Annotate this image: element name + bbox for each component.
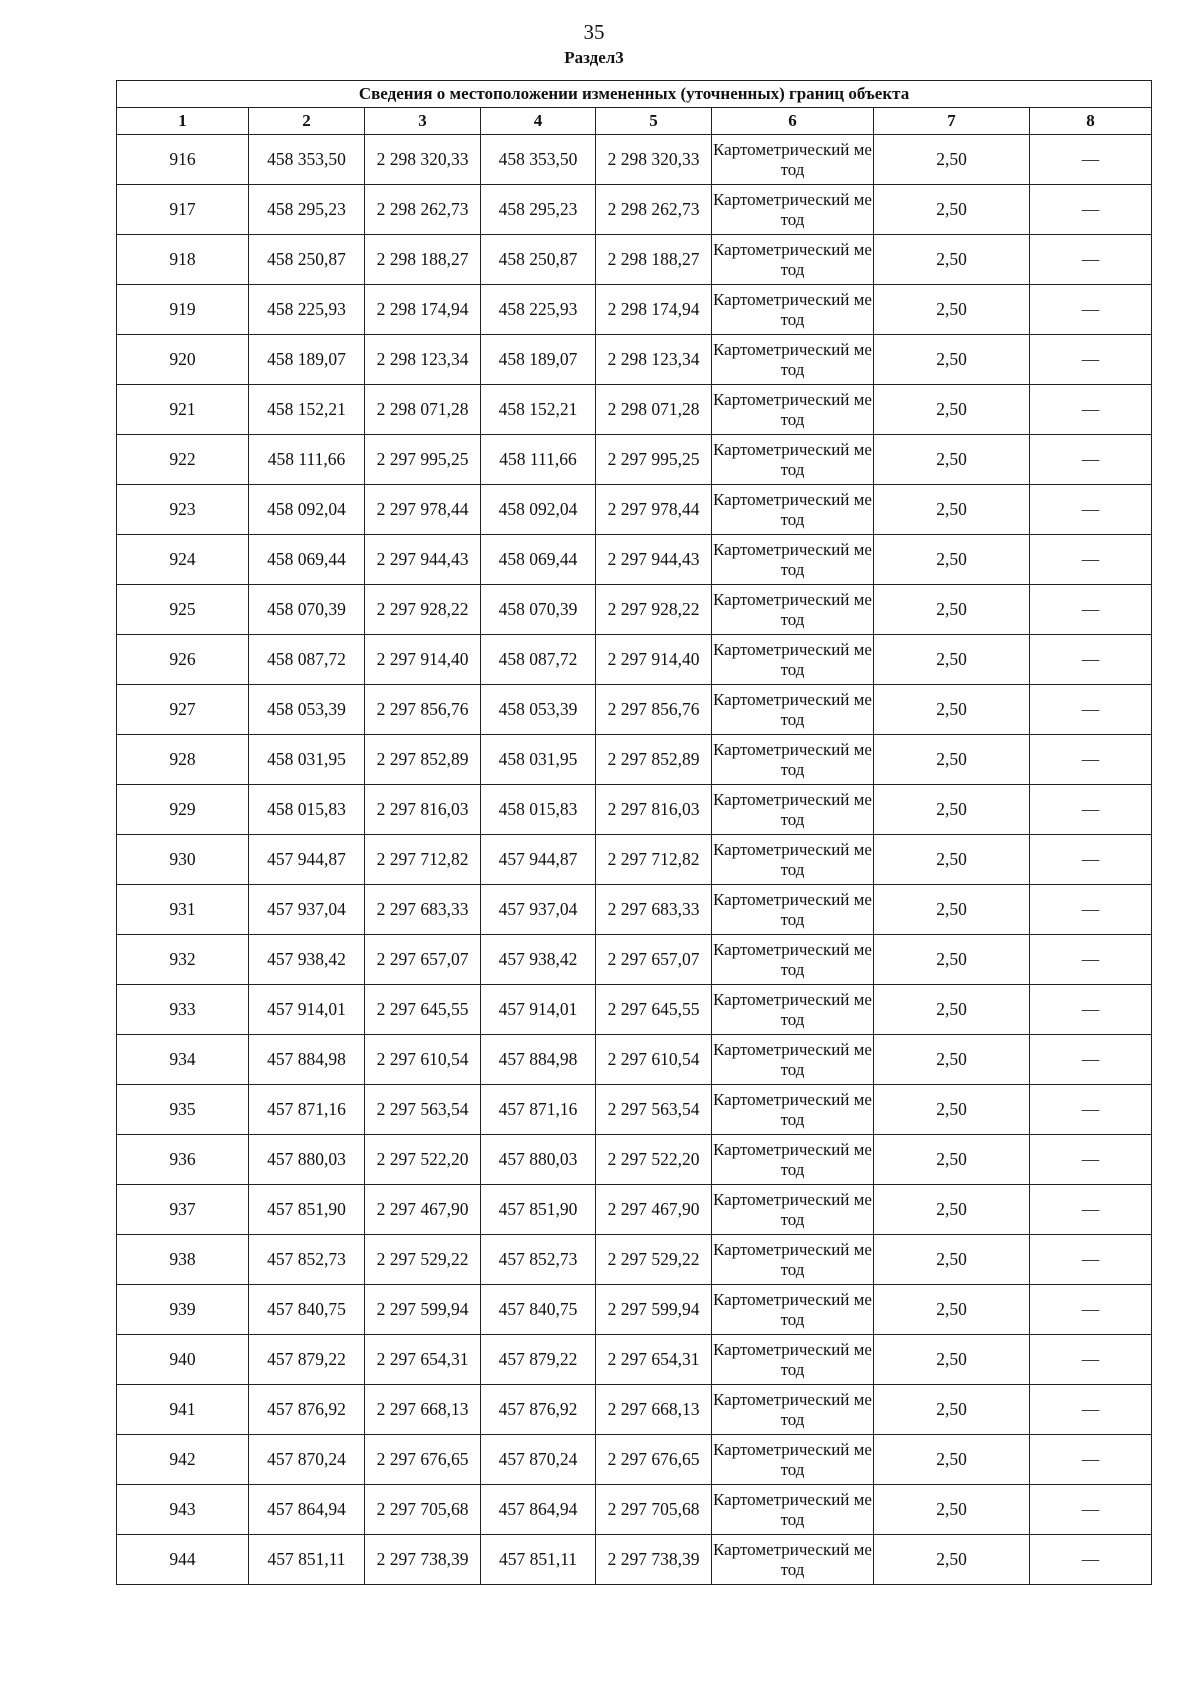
cell-point-number: 929 <box>117 785 249 835</box>
cell-x-coordinate-old: 457 914,01 <box>249 985 365 1035</box>
column-number-1: 1 <box>117 108 249 135</box>
cell-x-coordinate-new: 458 111,66 <box>481 435 596 485</box>
cell-y-coordinate-old: 2 298 174,94 <box>365 285 481 335</box>
cell-point-number: 938 <box>117 1235 249 1285</box>
cell-description: — <box>1030 1485 1152 1535</box>
cell-y-coordinate-old: 2 297 522,20 <box>365 1135 481 1185</box>
cell-accuracy: 2,50 <box>874 485 1030 535</box>
cell-point-number: 920 <box>117 335 249 385</box>
cell-x-coordinate-old: 457 876,92 <box>249 1385 365 1435</box>
cell-method: Картометрический метод <box>712 685 874 735</box>
cell-x-coordinate-new: 457 876,92 <box>481 1385 596 1435</box>
cell-accuracy: 2,50 <box>874 785 1030 835</box>
table-body <box>117 135 1152 1585</box>
cell-method: Картометрический метод <box>712 1485 874 1535</box>
cell-x-coordinate-new: 457 851,11 <box>481 1535 596 1585</box>
cell-x-coordinate-old: 457 864,94 <box>249 1485 365 1535</box>
table-row <box>117 1035 1152 1085</box>
cell-method: Картометрический метод <box>712 885 874 935</box>
cell-y-coordinate-old: 2 298 320,33 <box>365 135 481 185</box>
cell-description: — <box>1030 635 1152 685</box>
cell-y-coordinate-old: 2 297 645,55 <box>365 985 481 1035</box>
column-number-7: 7 <box>874 108 1030 135</box>
cell-point-number: 930 <box>117 835 249 885</box>
cell-method: Картометрический метод <box>712 735 874 785</box>
cell-x-coordinate-new: 458 152,21 <box>481 385 596 435</box>
cell-description: — <box>1030 485 1152 535</box>
cell-y-coordinate-new: 2 297 928,22 <box>596 585 712 635</box>
cell-accuracy: 2,50 <box>874 735 1030 785</box>
boundary-coordinates-table <box>116 80 1152 1585</box>
cell-point-number: 942 <box>117 1435 249 1485</box>
cell-description: — <box>1030 285 1152 335</box>
table-row <box>117 585 1152 635</box>
cell-accuracy: 2,50 <box>874 1385 1030 1435</box>
cell-point-number: 927 <box>117 685 249 735</box>
cell-y-coordinate-new: 2 297 914,40 <box>596 635 712 685</box>
cell-method: Картометрический метод <box>712 1085 874 1135</box>
cell-y-coordinate-old: 2 297 995,25 <box>365 435 481 485</box>
cell-x-coordinate-new: 457 937,04 <box>481 885 596 935</box>
cell-description: — <box>1030 1085 1152 1135</box>
cell-x-coordinate-new: 458 250,87 <box>481 235 596 285</box>
cell-description: — <box>1030 935 1152 985</box>
cell-y-coordinate-new: 2 297 668,13 <box>596 1385 712 1435</box>
cell-method: Картометрический метод <box>712 935 874 985</box>
cell-accuracy: 2,50 <box>874 635 1030 685</box>
cell-description: — <box>1030 1385 1152 1435</box>
cell-x-coordinate-old: 457 851,90 <box>249 1185 365 1235</box>
cell-y-coordinate-old: 2 298 123,34 <box>365 335 481 385</box>
cell-y-coordinate-new: 2 298 071,28 <box>596 385 712 435</box>
cell-method: Картометрический метод <box>712 1435 874 1485</box>
cell-y-coordinate-new: 2 297 645,55 <box>596 985 712 1035</box>
table-row <box>117 685 1152 735</box>
cell-description: — <box>1030 185 1152 235</box>
cell-y-coordinate-old: 2 297 599,94 <box>365 1285 481 1335</box>
cell-point-number: 936 <box>117 1135 249 1185</box>
page-number: 35 <box>583 20 605 44</box>
cell-accuracy: 2,50 <box>874 1435 1030 1485</box>
cell-accuracy: 2,50 <box>874 935 1030 985</box>
cell-y-coordinate-new: 2 297 563,54 <box>596 1085 712 1135</box>
cell-description: — <box>1030 1035 1152 1085</box>
cell-x-coordinate-old: 457 870,24 <box>249 1435 365 1485</box>
table-row <box>117 1235 1152 1285</box>
cell-x-coordinate-new: 457 914,01 <box>481 985 596 1035</box>
cell-description: — <box>1030 685 1152 735</box>
column-number-row <box>117 108 1152 135</box>
table-caption: Сведения о местоположении измененных (уточненных) границ объекта <box>117 81 1152 108</box>
table-row <box>117 785 1152 835</box>
cell-accuracy: 2,50 <box>874 335 1030 385</box>
cell-description: — <box>1030 885 1152 935</box>
table-row <box>117 1535 1152 1585</box>
cell-x-coordinate-new: 458 353,50 <box>481 135 596 185</box>
cell-x-coordinate-old: 458 053,39 <box>249 685 365 735</box>
cell-y-coordinate-old: 2 297 668,13 <box>365 1385 481 1435</box>
section-title: Раздел3 <box>564 48 624 67</box>
cell-point-number: 925 <box>117 585 249 635</box>
cell-y-coordinate-old: 2 297 816,03 <box>365 785 481 835</box>
cell-y-coordinate-new: 2 297 467,90 <box>596 1185 712 1235</box>
cell-point-number: 940 <box>117 1335 249 1385</box>
cell-x-coordinate-new: 458 053,39 <box>481 685 596 735</box>
cell-x-coordinate-new: 458 070,39 <box>481 585 596 635</box>
cell-x-coordinate-old: 457 884,98 <box>249 1035 365 1085</box>
cell-x-coordinate-old: 458 250,87 <box>249 235 365 285</box>
cell-point-number: 944 <box>117 1535 249 1585</box>
cell-y-coordinate-old: 2 297 914,40 <box>365 635 481 685</box>
table-row <box>117 1485 1152 1535</box>
table-row <box>117 985 1152 1035</box>
cell-description: — <box>1030 335 1152 385</box>
cell-y-coordinate-old: 2 297 676,65 <box>365 1435 481 1485</box>
cell-method: Картометрический метод <box>712 335 874 385</box>
cell-method: Картометрический метод <box>712 635 874 685</box>
table-row <box>117 385 1152 435</box>
cell-y-coordinate-new: 2 297 676,65 <box>596 1435 712 1485</box>
cell-method: Картометрический метод <box>712 835 874 885</box>
table-row <box>117 1135 1152 1185</box>
cell-point-number: 935 <box>117 1085 249 1135</box>
cell-point-number: 928 <box>117 735 249 785</box>
column-number-5: 5 <box>596 108 712 135</box>
table-row <box>117 1285 1152 1335</box>
table-row <box>117 135 1152 185</box>
cell-y-coordinate-old: 2 297 944,43 <box>365 535 481 585</box>
cell-y-coordinate-new: 2 297 657,07 <box>596 935 712 985</box>
table-row <box>117 235 1152 285</box>
cell-description: — <box>1030 435 1152 485</box>
cell-accuracy: 2,50 <box>874 285 1030 335</box>
cell-x-coordinate-old: 457 871,16 <box>249 1085 365 1135</box>
cell-x-coordinate-old: 457 840,75 <box>249 1285 365 1335</box>
column-number-2: 2 <box>249 108 365 135</box>
cell-description: — <box>1030 1235 1152 1285</box>
cell-accuracy: 2,50 <box>874 1485 1030 1535</box>
cell-y-coordinate-new: 2 297 738,39 <box>596 1535 712 1585</box>
cell-x-coordinate-old: 458 069,44 <box>249 535 365 585</box>
cell-point-number: 921 <box>117 385 249 435</box>
cell-x-coordinate-new: 457 879,22 <box>481 1335 596 1385</box>
cell-x-coordinate-old: 458 225,93 <box>249 285 365 335</box>
cell-description: — <box>1030 985 1152 1035</box>
cell-method: Картометрический метод <box>712 1385 874 1435</box>
cell-point-number: 932 <box>117 935 249 985</box>
cell-y-coordinate-old: 2 297 683,33 <box>365 885 481 935</box>
cell-x-coordinate-new: 457 840,75 <box>481 1285 596 1335</box>
cell-accuracy: 2,50 <box>874 385 1030 435</box>
cell-accuracy: 2,50 <box>874 235 1030 285</box>
cell-x-coordinate-old: 457 938,42 <box>249 935 365 985</box>
cell-y-coordinate-old: 2 297 712,82 <box>365 835 481 885</box>
table-row <box>117 885 1152 935</box>
cell-y-coordinate-new: 2 297 995,25 <box>596 435 712 485</box>
cell-x-coordinate-new: 458 225,93 <box>481 285 596 335</box>
cell-x-coordinate-new: 458 295,23 <box>481 185 596 235</box>
table-row <box>117 1435 1152 1485</box>
cell-x-coordinate-new: 457 884,98 <box>481 1035 596 1085</box>
table-row <box>117 1335 1152 1385</box>
cell-method: Картометрический метод <box>712 485 874 535</box>
cell-y-coordinate-new: 2 297 610,54 <box>596 1035 712 1085</box>
cell-accuracy: 2,50 <box>874 1285 1030 1335</box>
cell-description: — <box>1030 135 1152 185</box>
cell-y-coordinate-new: 2 298 188,27 <box>596 235 712 285</box>
cell-x-coordinate-old: 457 852,73 <box>249 1235 365 1285</box>
table-row <box>117 335 1152 385</box>
cell-point-number: 931 <box>117 885 249 935</box>
table-row <box>117 935 1152 985</box>
cell-method: Картометрический метод <box>712 535 874 585</box>
cell-accuracy: 2,50 <box>874 1035 1030 1085</box>
cell-y-coordinate-new: 2 297 852,89 <box>596 735 712 785</box>
cell-x-coordinate-old: 458 353,50 <box>249 135 365 185</box>
cell-y-coordinate-new: 2 297 712,82 <box>596 835 712 885</box>
table-row <box>117 735 1152 785</box>
column-number-3: 3 <box>365 108 481 135</box>
cell-x-coordinate-new: 458 087,72 <box>481 635 596 685</box>
cell-description: — <box>1030 385 1152 435</box>
cell-x-coordinate-old: 457 944,87 <box>249 835 365 885</box>
cell-y-coordinate-new: 2 298 174,94 <box>596 285 712 335</box>
cell-x-coordinate-new: 458 189,07 <box>481 335 596 385</box>
cell-point-number: 926 <box>117 635 249 685</box>
cell-method: Картометрический метод <box>712 385 874 435</box>
cell-accuracy: 2,50 <box>874 885 1030 935</box>
cell-y-coordinate-old: 2 297 856,76 <box>365 685 481 735</box>
cell-point-number: 934 <box>117 1035 249 1085</box>
cell-y-coordinate-old: 2 297 657,07 <box>365 935 481 985</box>
cell-description: — <box>1030 785 1152 835</box>
cell-y-coordinate-old: 2 297 529,22 <box>365 1235 481 1285</box>
cell-x-coordinate-new: 457 851,90 <box>481 1185 596 1235</box>
cell-method: Картометрический метод <box>712 785 874 835</box>
cell-x-coordinate-new: 457 871,16 <box>481 1085 596 1135</box>
cell-method: Картометрический метод <box>712 1335 874 1385</box>
cell-y-coordinate-new: 2 297 856,76 <box>596 685 712 735</box>
cell-accuracy: 2,50 <box>874 1085 1030 1135</box>
cell-x-coordinate-new: 458 092,04 <box>481 485 596 535</box>
cell-x-coordinate-old: 458 015,83 <box>249 785 365 835</box>
cell-x-coordinate-new: 457 864,94 <box>481 1485 596 1535</box>
cell-method: Картометрический метод <box>712 1185 874 1235</box>
cell-y-coordinate-new: 2 297 522,20 <box>596 1135 712 1185</box>
cell-point-number: 917 <box>117 185 249 235</box>
cell-y-coordinate-new: 2 297 529,22 <box>596 1235 712 1285</box>
cell-accuracy: 2,50 <box>874 535 1030 585</box>
cell-method: Картометрический метод <box>712 185 874 235</box>
cell-x-coordinate-old: 458 092,04 <box>249 485 365 535</box>
cell-x-coordinate-new: 457 938,42 <box>481 935 596 985</box>
cell-x-coordinate-new: 458 015,83 <box>481 785 596 835</box>
cell-accuracy: 2,50 <box>874 1235 1030 1285</box>
table-row <box>117 435 1152 485</box>
cell-point-number: 933 <box>117 985 249 1035</box>
cell-point-number: 922 <box>117 435 249 485</box>
table-row <box>117 635 1152 685</box>
table-row <box>117 1085 1152 1135</box>
cell-x-coordinate-new: 457 852,73 <box>481 1235 596 1285</box>
cell-point-number: 918 <box>117 235 249 285</box>
cell-y-coordinate-old: 2 297 563,54 <box>365 1085 481 1135</box>
cell-y-coordinate-new: 2 297 705,68 <box>596 1485 712 1535</box>
cell-description: — <box>1030 1135 1152 1185</box>
table-row <box>117 185 1152 235</box>
cell-y-coordinate-old: 2 298 188,27 <box>365 235 481 285</box>
cell-method: Картометрический метод <box>712 135 874 185</box>
column-number-6: 6 <box>712 108 874 135</box>
cell-y-coordinate-new: 2 298 123,34 <box>596 335 712 385</box>
cell-description: — <box>1030 1185 1152 1235</box>
cell-y-coordinate-new: 2 297 654,31 <box>596 1335 712 1385</box>
cell-description: — <box>1030 1435 1152 1485</box>
cell-y-coordinate-new: 2 297 978,44 <box>596 485 712 535</box>
table-row <box>117 835 1152 885</box>
cell-description: — <box>1030 1535 1152 1585</box>
cell-point-number: 916 <box>117 135 249 185</box>
cell-method: Картометрический метод <box>712 435 874 485</box>
cell-point-number: 941 <box>117 1385 249 1435</box>
cell-x-coordinate-old: 458 295,23 <box>249 185 365 235</box>
cell-method: Картометрический метод <box>712 1535 874 1585</box>
cell-y-coordinate-old: 2 297 610,54 <box>365 1035 481 1085</box>
cell-point-number: 924 <box>117 535 249 585</box>
cell-point-number: 939 <box>117 1285 249 1335</box>
table-row <box>117 535 1152 585</box>
cell-method: Картометрический метод <box>712 1135 874 1185</box>
cell-y-coordinate-old: 2 297 654,31 <box>365 1335 481 1385</box>
cell-x-coordinate-new: 457 880,03 <box>481 1135 596 1185</box>
cell-description: — <box>1030 585 1152 635</box>
cell-accuracy: 2,50 <box>874 835 1030 885</box>
cell-description: — <box>1030 1335 1152 1385</box>
cell-method: Картометрический метод <box>712 985 874 1035</box>
table-row <box>117 485 1152 535</box>
column-number-4: 4 <box>481 108 596 135</box>
cell-description: — <box>1030 835 1152 885</box>
column-number-8: 8 <box>1030 108 1152 135</box>
cell-y-coordinate-new: 2 297 683,33 <box>596 885 712 935</box>
cell-method: Картометрический метод <box>712 235 874 285</box>
cell-y-coordinate-old: 2 297 467,90 <box>365 1185 481 1235</box>
table-row <box>117 285 1152 335</box>
table-row <box>117 1185 1152 1235</box>
cell-accuracy: 2,50 <box>874 585 1030 635</box>
cell-accuracy: 2,50 <box>874 135 1030 185</box>
cell-accuracy: 2,50 <box>874 1335 1030 1385</box>
cell-description: — <box>1030 535 1152 585</box>
cell-point-number: 923 <box>117 485 249 535</box>
cell-method: Картометрический метод <box>712 585 874 635</box>
cell-y-coordinate-old: 2 297 852,89 <box>365 735 481 785</box>
cell-y-coordinate-old: 2 298 262,73 <box>365 185 481 235</box>
cell-x-coordinate-old: 457 880,03 <box>249 1135 365 1185</box>
cell-x-coordinate-new: 457 870,24 <box>481 1435 596 1485</box>
cell-x-coordinate-old: 457 879,22 <box>249 1335 365 1385</box>
cell-y-coordinate-new: 2 298 320,33 <box>596 135 712 185</box>
cell-x-coordinate-old: 457 851,11 <box>249 1535 365 1585</box>
cell-point-number: 943 <box>117 1485 249 1535</box>
cell-y-coordinate-new: 2 297 944,43 <box>596 535 712 585</box>
cell-x-coordinate-old: 457 937,04 <box>249 885 365 935</box>
cell-description: — <box>1030 735 1152 785</box>
cell-x-coordinate-old: 458 031,95 <box>249 735 365 785</box>
cell-x-coordinate-new: 458 069,44 <box>481 535 596 585</box>
cell-accuracy: 2,50 <box>874 435 1030 485</box>
table-row <box>117 1385 1152 1435</box>
cell-x-coordinate-old: 458 111,66 <box>249 435 365 485</box>
cell-x-coordinate-old: 458 189,07 <box>249 335 365 385</box>
cell-y-coordinate-new: 2 298 262,73 <box>596 185 712 235</box>
cell-method: Картометрический метод <box>712 1285 874 1335</box>
cell-method: Картометрический метод <box>712 285 874 335</box>
cell-y-coordinate-old: 2 297 928,22 <box>365 585 481 635</box>
cell-method: Картометрический метод <box>712 1035 874 1085</box>
cell-x-coordinate-old: 458 152,21 <box>249 385 365 435</box>
cell-method: Картометрический метод <box>712 1235 874 1285</box>
cell-point-number: 919 <box>117 285 249 335</box>
cell-accuracy: 2,50 <box>874 1185 1030 1235</box>
cell-y-coordinate-old: 2 297 978,44 <box>365 485 481 535</box>
cell-x-coordinate-new: 458 031,95 <box>481 735 596 785</box>
cell-accuracy: 2,50 <box>874 985 1030 1035</box>
cell-point-number: 937 <box>117 1185 249 1235</box>
cell-description: — <box>1030 1285 1152 1335</box>
cell-x-coordinate-new: 457 944,87 <box>481 835 596 885</box>
cell-accuracy: 2,50 <box>874 1535 1030 1585</box>
cell-y-coordinate-new: 2 297 599,94 <box>596 1285 712 1335</box>
cell-y-coordinate-old: 2 298 071,28 <box>365 385 481 435</box>
cell-x-coordinate-old: 458 087,72 <box>249 635 365 685</box>
cell-y-coordinate-old: 2 297 705,68 <box>365 1485 481 1535</box>
cell-accuracy: 2,50 <box>874 1135 1030 1185</box>
cell-x-coordinate-old: 458 070,39 <box>249 585 365 635</box>
cell-accuracy: 2,50 <box>874 185 1030 235</box>
cell-accuracy: 2,50 <box>874 685 1030 735</box>
cell-y-coordinate-new: 2 297 816,03 <box>596 785 712 835</box>
cell-description: — <box>1030 235 1152 285</box>
cell-y-coordinate-old: 2 297 738,39 <box>365 1535 481 1585</box>
